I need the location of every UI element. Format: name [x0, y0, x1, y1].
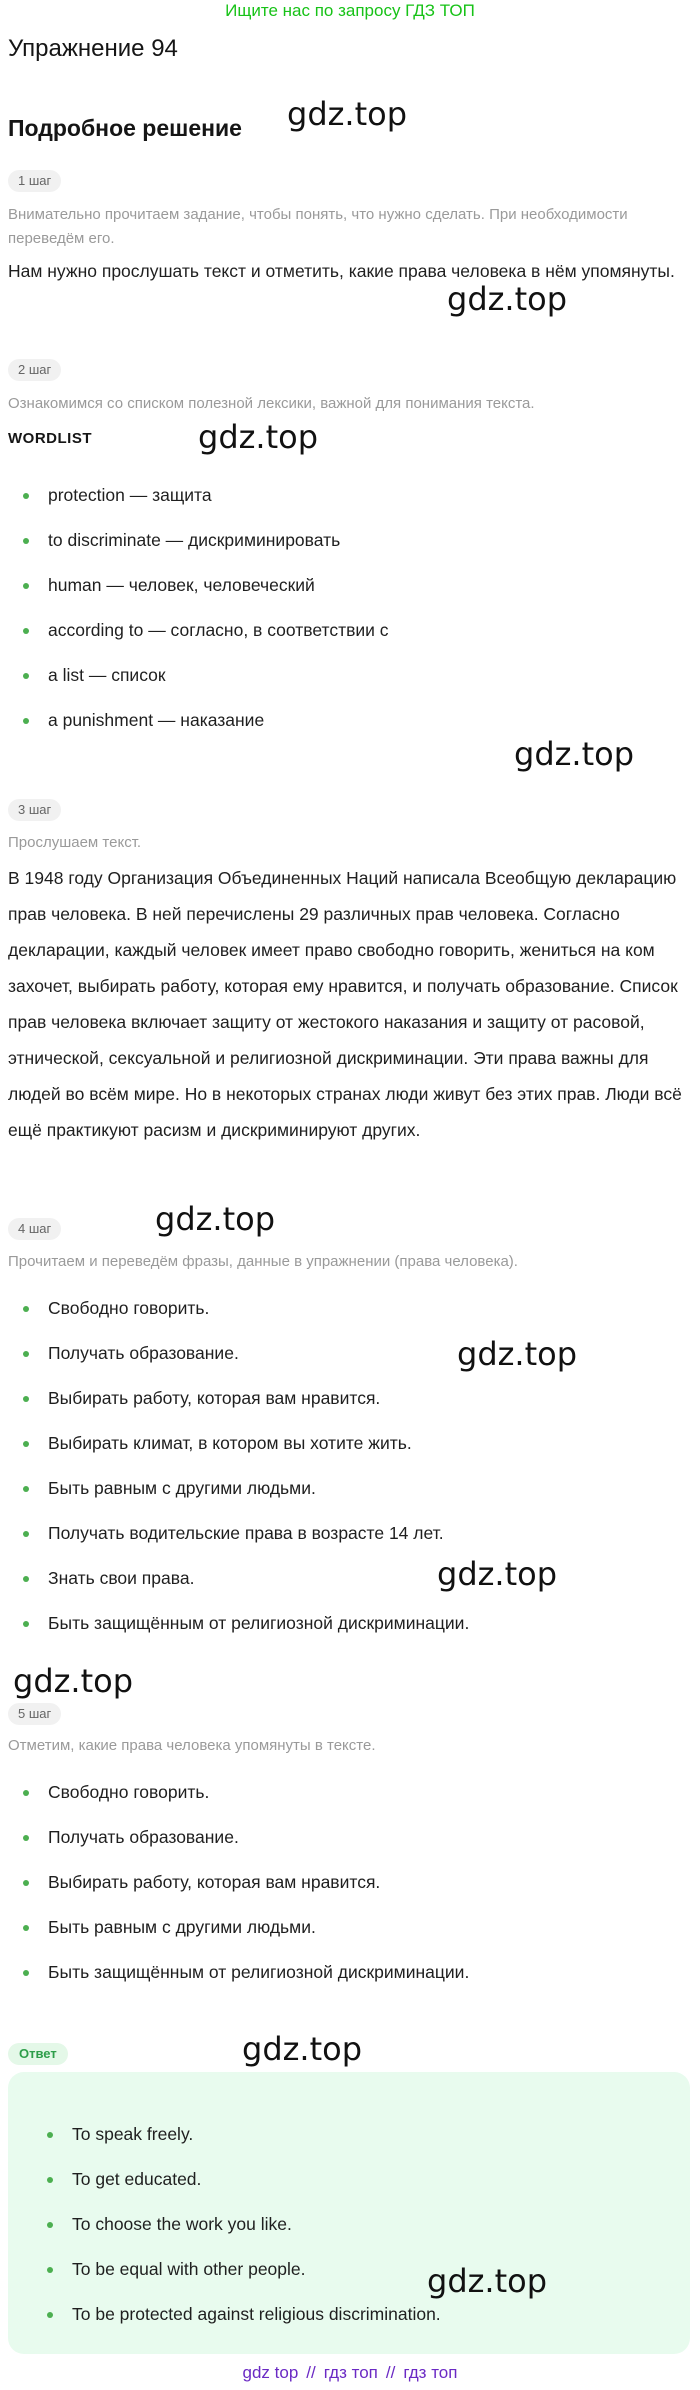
- bullet-icon: [23, 1441, 29, 1447]
- footer-links: [0, 2362, 700, 2384]
- step-3-text: В 1948 году Организация Объединенных Наций написала Всеобщую декларацию прав человека. В ней перечислены 29 различных прав человека. Согласно декларации, каждый человек имеет право свободно говорить, жениться на ком захочет, выбирать работу, которая ему нравится, и получать образование. Список прав человека включает защиту от жестокого наказания и защиту от расовой, этнической, сексуальной и религиозной дискриминации. Эти права важны для людей во всём мире. Но в некоторых странах люди живут без этих прав. Люди всё ещё практикуют расизм и дискриминируют других.: [8, 868, 682, 1140]
- bullet-icon: [23, 718, 29, 724]
- step-3-badge: 3 шаг: [8, 799, 61, 821]
- bullet-icon: [23, 673, 29, 679]
- bullet-icon: [23, 1790, 29, 1796]
- step-5-badge: 5 шаг: [8, 1703, 61, 1725]
- watermark: gdz.top: [427, 2262, 548, 2300]
- bullet-icon: [47, 2177, 53, 2183]
- bullet-icon: [47, 2132, 53, 2138]
- step-5-hint: Отметим, какие права человека упомянуты в тексте.: [8, 1737, 376, 1754]
- bullet-icon: [23, 1621, 29, 1627]
- bullet-icon: [23, 628, 29, 634]
- answer-badge: Ответ: [8, 2043, 68, 2065]
- list-item: Получать образование.: [48, 1341, 239, 1365]
- bullet-icon: [23, 583, 29, 589]
- bullet-icon: [47, 2267, 53, 2273]
- wordlist-heading: WORDLIST: [8, 430, 92, 447]
- bullet-icon: [23, 1925, 29, 1931]
- watermark: gdz.top: [13, 1662, 134, 1700]
- watermark: gdz.top: [437, 1555, 558, 1593]
- search-banner[interactable]: Ищите нас по запросу ГДЗ ТОП: [225, 1, 475, 20]
- step-4-hint: Прочитаем и переведём фразы, данные в упражнении (права человека).: [8, 1253, 518, 1270]
- page-title: Упражнение 94: [8, 35, 178, 62]
- bullet-icon: [23, 1880, 29, 1886]
- bullet-icon: [23, 1576, 29, 1582]
- footer-separator: //: [306, 2363, 316, 2382]
- list-item: Получать образование.: [48, 1825, 239, 1849]
- step-4-badge: 4 шаг: [8, 1218, 61, 1240]
- step-1-text: Нам нужно прослушать текст и отметить, какие права человека в нём упомянуты.: [8, 261, 675, 281]
- bullet-icon: [23, 1396, 29, 1402]
- list-item: a punishment — наказание: [48, 708, 264, 732]
- watermark: gdz.top: [198, 418, 319, 456]
- list-item: Свободно говорить.: [48, 1296, 209, 1320]
- bullet-icon: [23, 538, 29, 544]
- answer-item: To get educated.: [72, 2167, 201, 2191]
- list-item: to discriminate — дискриминировать: [48, 528, 340, 552]
- list-item: protection — защита: [48, 483, 212, 507]
- answer-item: To choose the work you like.: [72, 2212, 292, 2236]
- step-2-badge: 2 шаг: [8, 359, 61, 381]
- watermark: gdz.top: [242, 2030, 363, 2068]
- watermark: gdz.top: [287, 95, 408, 133]
- list-item: Быть равным с другими людьми.: [48, 1476, 316, 1500]
- footer-link[interactable]: гдз топ: [403, 2363, 458, 2382]
- watermark: gdz.top: [155, 1200, 276, 1238]
- bullet-icon: [47, 2312, 53, 2318]
- list-item: Свободно говорить.: [48, 1780, 209, 1804]
- list-item: human — человек, человеческий: [48, 573, 315, 597]
- bullet-icon: [23, 1306, 29, 1312]
- list-item: according to — согласно, в соответствии с: [48, 618, 389, 642]
- bullet-icon: [47, 2222, 53, 2228]
- list-item: Быть защищённым от религиозной дискриминации.: [48, 1611, 469, 1635]
- answer-item: To be equal with other people.: [72, 2257, 306, 2281]
- answer-item: To speak freely.: [72, 2122, 193, 2146]
- solution-heading: Подробное решение: [8, 115, 242, 141]
- step-1-hint: Внимательно прочитаем задание, чтобы понять, что нужно сделать. При необходимости переведём его.: [8, 206, 628, 247]
- list-item: Знать свои права.: [48, 1566, 194, 1590]
- watermark: gdz.top: [514, 735, 635, 773]
- footer-link[interactable]: gdz top: [242, 2363, 299, 2382]
- list-item: a list — список: [48, 663, 166, 687]
- bullet-icon: [23, 1351, 29, 1357]
- bullet-icon: [23, 1835, 29, 1841]
- footer-separator: //: [385, 2363, 396, 2382]
- list-item: Выбирать работу, которая вам нравится.: [48, 1870, 380, 1894]
- list-item: Выбирать климат, в котором вы хотите жить.: [48, 1431, 412, 1455]
- bullet-icon: [23, 1531, 29, 1537]
- step-2-hint: Ознакомимся со списком полезной лексики, важной для понимания текста.: [8, 395, 535, 412]
- step-3-hint: Прослушаем текст.: [8, 834, 142, 851]
- footer-link[interactable]: гдз топ: [323, 2363, 378, 2382]
- watermark: gdz.top: [457, 1335, 578, 1373]
- list-item: Выбирать работу, которая вам нравится.: [48, 1386, 380, 1410]
- bullet-icon: [23, 493, 29, 499]
- bullet-icon: [23, 1970, 29, 1976]
- list-item: Быть равным с другими людьми.: [48, 1915, 316, 1939]
- list-item: Быть защищённым от религиозной дискриминации.: [48, 1960, 469, 1984]
- watermark: gdz.top: [447, 280, 568, 318]
- bullet-icon: [23, 1486, 29, 1492]
- list-item: Получать водительские права в возрасте 14 лет.: [48, 1521, 444, 1545]
- answer-item: To be protected against religious discrimination.: [72, 2302, 441, 2326]
- step-1-badge: 1 шаг: [8, 170, 61, 192]
